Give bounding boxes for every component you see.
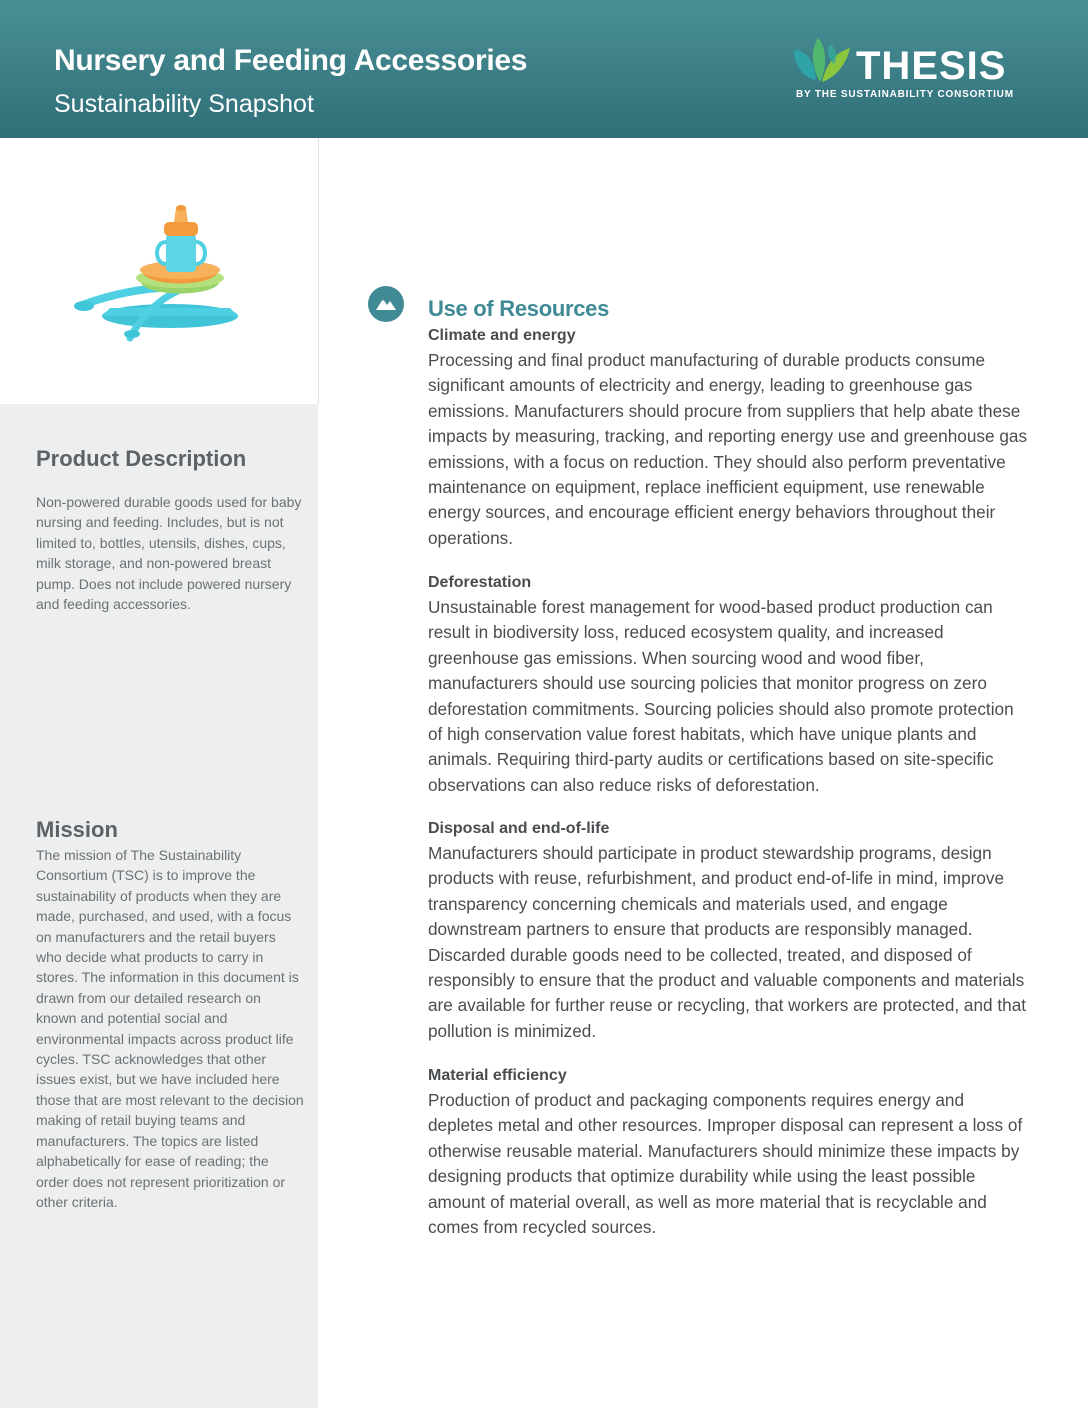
product-description-text: Non-powered durable goods used for baby nursing and feeding. Includes, but is not limited to, bottles, utensils, dishes, cups, milk storage, and non-powered breast pump. Does not include powered nursery and feeding accessories. bbox=[36, 494, 302, 613]
topic-heading: Deforestation bbox=[428, 574, 532, 591]
section-title: Use of Resources bbox=[428, 296, 610, 321]
logo-wordmark: THESIS bbox=[856, 44, 1007, 88]
product-description-heading: Product Description bbox=[36, 446, 247, 471]
thesis-logo bbox=[790, 36, 1030, 106]
leaf-logo-icon bbox=[790, 36, 854, 84]
topic-heading: Material efficiency bbox=[428, 1067, 567, 1084]
mission-text: The mission of The Sustainability Consortium (TSC) is to improve the sustainability of products when they are made, purchased, and used, with a focus on manufacturers and the retail buyers who decide what products to carry in stores. The information in this document is drawn from our detailed research on known and potential social and environmental impacts across product life cycles. TSC acknowledges that other issues exist, but we have included here those that are most relevant to the decision making of retail buying teams and manufacturers. The topics are listed alphabetically for ease of reading; the order does not represent prioritization or other criteria. bbox=[36, 847, 304, 1210]
mission-heading: Mission bbox=[36, 817, 118, 842]
topic-text: Processing and final product manufacturing of durable products consume significant amounts of electricity and energy, leading to greenhouse gas emissions. Manufacturers should procure from suppliers that help abate these impacts by measuring, tracking, and reporting energy use and greenhouse gas emissions, with a focus on reduction. They should also perform preventative maintenance on equipment, replace inefficient equipment, use renewable energy sources, and encourage efficient energy behaviors throughout their operations. bbox=[428, 350, 1028, 548]
topic-deforestation bbox=[428, 571, 1028, 798]
topic-text: Production of product and packaging components requires energy and depletes metal and other resources. Improper disposal can represent a loss of otherwise reusable material. Manufacturers should minimize these impacts by designing products that optimize durability while using the least possible amount of material overall, as well as more material that is recyclable and comes from recycled sources. bbox=[428, 1090, 1023, 1238]
topic-disposal-and-end-of-life bbox=[428, 817, 1028, 1044]
mountain-icon bbox=[368, 286, 404, 322]
topic-heading: Climate and energy bbox=[428, 327, 576, 344]
page-title: Nursery and Feeding Accessories bbox=[54, 44, 528, 77]
topic-text: Unsustainable forest management for wood-based product production can result in biodiversity loss, reduced ecosystem quality, and increased greenhouse gas emissions. When sourcing wood and wood fiber, manufacturers should use sourcing policies that monitor progress on zero deforestation commitments. Sourcing policies should also promote protection of high conservation value forest habitats, which have unique plants and animals. Requiring third-party audits or certifications based on site-specific observations can also reduce risks of deforestation. bbox=[428, 597, 1014, 795]
logo-tagline: BY THE SUSTAINABILITY CONSORTIUM bbox=[796, 89, 1014, 100]
page-subtitle: Sustainability Snapshot bbox=[54, 90, 314, 118]
topic-text: Manufacturers should participate in product stewardship programs, design products with reuse, refurbishment, and product end-of-life in mind, improve transparency concerning chemicals and materials used, and engage downstream partners to ensure that products are responsibly managed. Discarded durable goods need to be collected, treated, and disposed of responsibly to ensure that the product and valuable components and materials are available for further reuse or recycling, that workers are protected, and that pollution is minimized. bbox=[428, 843, 1027, 1041]
topic-material-efficiency bbox=[428, 1064, 1028, 1240]
topic-heading: Disposal and end-of-life bbox=[428, 820, 610, 837]
topic-climate-and-energy bbox=[428, 324, 1028, 551]
sippy-cup-illustration bbox=[70, 198, 250, 348]
header-banner bbox=[0, 0, 1088, 138]
